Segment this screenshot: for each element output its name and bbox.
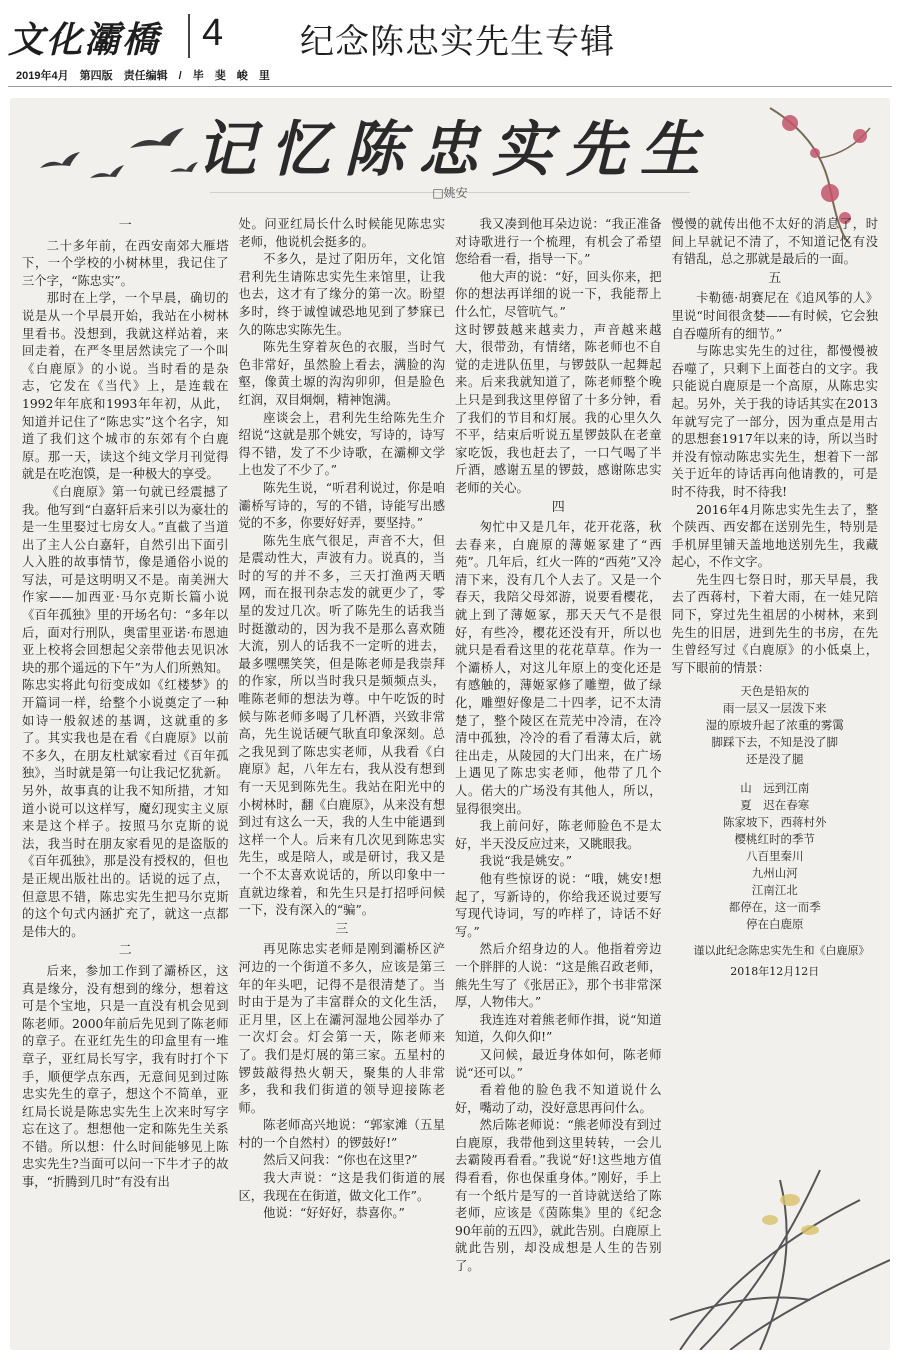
- column-4-prose: [672, 216, 879, 677]
- paragraph: 座谈会上，君利先生给陈先生介绍说“这就是那个姚安，写诗的，诗写得不错，发了不少诗歌，在灞柳文学上也发了不少了。”: [238, 410, 445, 478]
- poem-line: 脚踩下去，不知是没了脚: [711, 735, 838, 750]
- masthead-rule: [8, 86, 892, 87]
- paragraph: 匆忙中又是几年，花开花落，秋去春来，白鹿原的薄姬冢建了“西苑”。几年后，红火一阵的“西苑”又冷清下来，没有几个人去了。又是一个春天，我陪父母郊游，说要看樱花，就上到了薄姬冢，那天天气不是很好，有些冷，樱花还没有开，所以也就只是看看这里的花花草草。作为一个灞桥人，对这儿年原上的变化还是有感触的，薄姬冢修了雕塑，做了绿化，雕塑好像是二十四孝，记不太清楚了，整个陵区在荒芜中冷清，在冷清中孤独，冷冷的看了看薄太后，就往出走，从陵园的大门出来，在广场上遇见了陈忠实老师，他带了几个人。偌大的广场没有其他人，所以，显得很突出。: [455, 520, 662, 816]
- special-edition-title: 纪念陈忠实先生专辑: [300, 22, 615, 62]
- paragraph: 他有些惊讶的说：“哦，姚安!想起了，写新诗的，你给我还说过要写写现代诗词，写的咋样了，诗话不好写。”: [455, 871, 662, 939]
- article-date: 2018年12月12日: [730, 965, 820, 979]
- paragraph: 陈先生穿着灰色的衣服，当时气色非常好，虽然脸上看去，满脸的沟壑，像黄土塬的沟沟卯卯，但是脸色红润，双目炯炯，精神饱满。: [238, 340, 445, 407]
- masthead-divider: [188, 14, 190, 58]
- paragraph: 卡勒德·胡赛尼在《追风筝的人》里说“时间很贪婪——有时候，它会独自吞噬所有的细节。”: [671, 291, 878, 341]
- paragraph: 然后又问我：“你也在这里?”: [263, 1153, 418, 1168]
- page-number: 4: [202, 12, 224, 54]
- poem-line: 陈家坡下，西蒋村外: [723, 815, 827, 830]
- paragraph: 陈老师高兴地说：“郭家滩（五星村的一个自然村）的锣鼓好!”: [238, 1118, 445, 1150]
- paragraph: 然后陈老师说：“熊老师没有到过白鹿原，我带他到这里转转，一会儿去霸陵再看看。”我说“好!这些地方值得看看，你也保重身体。”刚好，手上有一个纸片是写的一首诗就送给了陈老师，应该是《茵陈集》里的《纪念90年前的五四》，就此告别。白鹿原上就此告别，却没成想是人生的告别了。: [455, 1118, 662, 1274]
- section-number: 四: [551, 499, 565, 515]
- paragraph: 《白鹿原》第一句就已经震撼了我。他写到“白嘉轩后来引以为豪壮的是一生里娶过七房女人。”直截了当道出了主人公白嘉轩，自然引出下面引人入胜的故事情节，像是通俗小说的写法，可是这明明又不是。南美洲大作家——加西亚·马尔克斯长篇小说《百年孤独》里的开场名句：“多年以后，面对行刑队，奥雷里亚诺·布恩迪亚上校将会回想起父亲带他去见识冰块的那个遥远的下午”为人们所熟知。陈忠实将此句衍变成如《红楼梦》的开篇词一样，给整个小说奠定了一种如诗一般叙述的基调，这就重的多了。其实我也是在看《白鹿原》以前不多久，在朋友杜斌家看过《百年孤独》，当时就是第一句让我记忆犹新。另外，故事真的让我不知所措，才知道小说可以这样写，魔幻现实主义原来是这个样子。按照马尔克斯的说法，我当时在朋友家看见的是盗版的《百年孤独》，那是没有授权的，但也是正规出版社出的。话说的远了点，但意思不错，陈忠实先生把马尔克斯的这个句式内涵扩充了，就这一点都是伟大的。: [22, 484, 229, 939]
- poem-line: 天色是铅灰的: [740, 684, 810, 699]
- paragraph: 那时在上学，一个早晨，确切的说是从一个早晨开始，我站在小树林里看书。没想到，我就这样站着，来回走着，在严冬里居然读完了一个叫《白鹿原》的小说。当时看的是杂志，它发在《当代》上，是连载在1992年年底和1993年年初，从此，知道并记住了“陈忠实”这个名字，知道了我们这个城市的东郊有个白鹿原。那一天，读这个纯文学月刊觉得就是在吃泡馍，是一种极大的享受。: [22, 291, 229, 482]
- paragraph: 看着他的脸色我不知道说什么好，嘴动了动，没好意思再问什么。: [455, 1083, 662, 1115]
- text-column-4: [672, 216, 879, 1341]
- paragraph: 二十多年前，在西安南郊大雁塔下，一个学校的小树林里，我记住了三个字，“陈忠实”。: [22, 238, 229, 288]
- paragraph: 又问候，最近身体如何，陈老师说“还可以。”: [455, 1047, 662, 1080]
- paragraph: 先生四七祭日时，那天早晨，我去了西蒋村，下着大雨，在一娃兄陪同下，穿过先生祖居的小树林，来到先生的旧居，进到先生的书房，在先生曾经写过《白鹿原》的小低桌上，写下眼前的情景：: [671, 572, 878, 675]
- poem-line: 江南江北: [751, 883, 798, 898]
- paragraph: 我大声说：“这是我们街道的展区，我现在在街道，做文化工作”。: [238, 1171, 445, 1203]
- poem-line: 还是没了腿: [746, 752, 804, 767]
- poem-line: 九州山河: [751, 866, 798, 881]
- poem-line: 雨一层又一层泼下来: [723, 701, 827, 716]
- section-number: 一: [118, 218, 132, 233]
- masthead: [0, 0, 900, 95]
- stanza-break: [672, 768, 879, 780]
- poem-line: 湿的原坡升起了浓重的雾霭: [705, 718, 844, 733]
- paragraph: 2016年4月陈忠实先生去了，整个陕西、西安都在送别先生，特别是手机屏里铺天盖地地送别先生，我藏起心，不作文字。: [671, 502, 878, 570]
- text-column-3: [455, 216, 662, 1341]
- poem-line: 停在白鹿原: [746, 917, 804, 932]
- paragraph: 再见陈忠实老师是刚到灞桥区浐河边的一个街道不多久，应该是第三年的年头吧，记得不是很清楚了。当时由于是为了丰富群众的文化生活，正月里，区上在灞河湿地公园举办了一次灯会。灯会第一天，陈老师来了。我们是灯展的第三家。五星村的锣鼓敲得热火朝天，聚集的人非常多，我和我们街道的领导迎接陈老师。: [238, 942, 445, 1115]
- dedication: 谨以此纪念陈忠实先生和《白鹿原》: [693, 944, 870, 958]
- text-column-1: [22, 216, 229, 1341]
- poem-line: 八百里秦川: [746, 849, 804, 864]
- poem: [672, 683, 879, 933]
- issue-info: 2019年4月 第四版 责任编辑 / 毕 斐 峻 里: [16, 70, 270, 82]
- article-headline: 记忆陈忠实先生: [196, 115, 714, 185]
- poem-line: 都停在，这一而季: [728, 900, 821, 915]
- poem-line: 樱桃红时的季节: [734, 832, 815, 847]
- poem-line: 山 远到江南: [740, 781, 810, 796]
- article-panel: [10, 98, 890, 1350]
- section-number: 三: [335, 921, 349, 937]
- paragraph: 他说：“好好好，恭喜你。”: [263, 1206, 405, 1221]
- section-number: 五: [768, 270, 782, 286]
- author-byline: □姚安: [432, 186, 468, 200]
- paragraph: 陈先生说，“听君利说过，你是咱灞桥写诗的，写的不错，诗能写出感觉的不多，你要好好弄，要坚持。”: [238, 480, 445, 531]
- paragraph: 我连连对着熊老师作揖，说“知道知道，久仰久仰!”: [455, 1012, 662, 1045]
- paragraph: 这时锣鼓越来越卖力，声音越来越大，很带劲，有情绪，陈老师也不自觉的走进队伍里，与锣鼓队一起舞起来。后来我就知道了，陈老师整个晚上只是到我这里停留了十多分钟，看了我们的节目和灯展。我的心里久久不平，结束后听说五星锣鼓队在老童家吃饭，我也赶去了，一口气喝了半斤酒，感谢五星的锣鼓，感谢陈忠实老师的关心。: [455, 322, 662, 495]
- paragraph: 然后介绍身边的人。他指着旁边一个胖胖的人说：“这是熊召政老师，熊先生写了《张居正》，那个书非常深厚，人物伟大。”: [455, 942, 662, 1010]
- paragraph: 他大声的说：“好，回头你来，把你的想法再详细的说一下，我能帮上什么忙，尽管吭气。”: [455, 269, 662, 319]
- paragraph: 我又凑到他耳朵边说：“我正准备对诗歌进行一个梳理，有机会了希望您给看一看，指导一下。”: [455, 217, 662, 267]
- paragraph: 慢慢的就传出他不太好的消息了，时间上早就记不清了，不知道记忆有没有错乱，总之那就是最后的一面。: [671, 217, 878, 267]
- paragraph: 与陈忠实先生的过往，都慢慢被吞噬了，只剩下上面苍白的文字。我只能说白鹿原是一个高原，从陈忠实起。另外，关于我的诗话其实在2013年就写完了一部分，因为重点是用古的思想套1917年以来的诗，所以当时并没有惊动陈忠实先生，想着下一部关于近年的诗话再向他请教的，可是时不待我，时不待我!: [671, 344, 878, 499]
- paragraph: 不多久，是过了阳历年，文化馆君利先生请陈忠实先生来馆里，让我也去，这才有了缘分的第一次。盼望多时，终于诚惶诚恐地见到了梦寐已久的陈忠实陈先生。: [238, 252, 445, 337]
- section-number: 二: [118, 943, 132, 959]
- paragraph: 我上前问好，陈老师脸色不是太好，半天没反应过来，又眺眼我。: [455, 819, 662, 851]
- poem-line: 夏 迟在春寒: [740, 798, 810, 813]
- paragraph: 后来，参加工作到了灞桥区，这真是缘分，没有想到的缘分，想着这可是个宝地，只是一直没有机会见到陈老师。2000年前后先见到了陈老师的章子。在亚红先生的印盒里有一堆章子，亚红局长写字，我有时打个下手，顺便学点东西，无意间见到过陈忠实先生的章子，想这个不简单，亚红局长说是陈忠实先生上次来时写字忘在这了。想想他一定和陈先生关系不错。所以想：什么时间能够见上陈忠实先生?当面可以问一下牛才子的故事，“折腾到几时”有没有出: [22, 963, 229, 1190]
- paragraph: 我说“我是姚安。”: [479, 854, 573, 869]
- paragraph: 陈先生底气很足，声音不大，但是震动性大，声波有力。说真的，当时的写的并不多，三天打渔两天晒网，而在报刊杂志发的就更少了，零星的发过几次。听了陈先生的话我当时挺激动的，因为我不是那么喜欢随大流，别人的话我不一定听的进去，最多嘿嘿笑笑，但是陈老师是我崇拜的作家，所以当时我只是频频点头，唯陈老师的想法为尊。中午吃饭的时候与陈老师多喝了几杯酒，兴致非常高，先生说话硬气耿直印象深刻。总之我见到了陈忠实老师，从我看《白鹿原》起，八年左右，我从没有想到有一天见到陈先生。我站在阳光中的小树林时，翻《白鹿原》，从来没有想到过有这么一天，我的人生中能遇到这样一个人。后来有几次见到陈忠实先生，或是陪人，或是研讨，我又是一个不太喜欢说话的，所以印象中一直就边缘着，和先生只是打招呼问候一下，没有深入的“骗”。: [238, 533, 445, 918]
- text-column-2: [239, 216, 446, 1341]
- article-body: [22, 216, 878, 1341]
- paragraph: 处。问亚红局长什么时候能见陈忠实老师，他说机会挺多的。: [238, 217, 445, 249]
- newspaper-name: 文化灞橋: [8, 19, 161, 61]
